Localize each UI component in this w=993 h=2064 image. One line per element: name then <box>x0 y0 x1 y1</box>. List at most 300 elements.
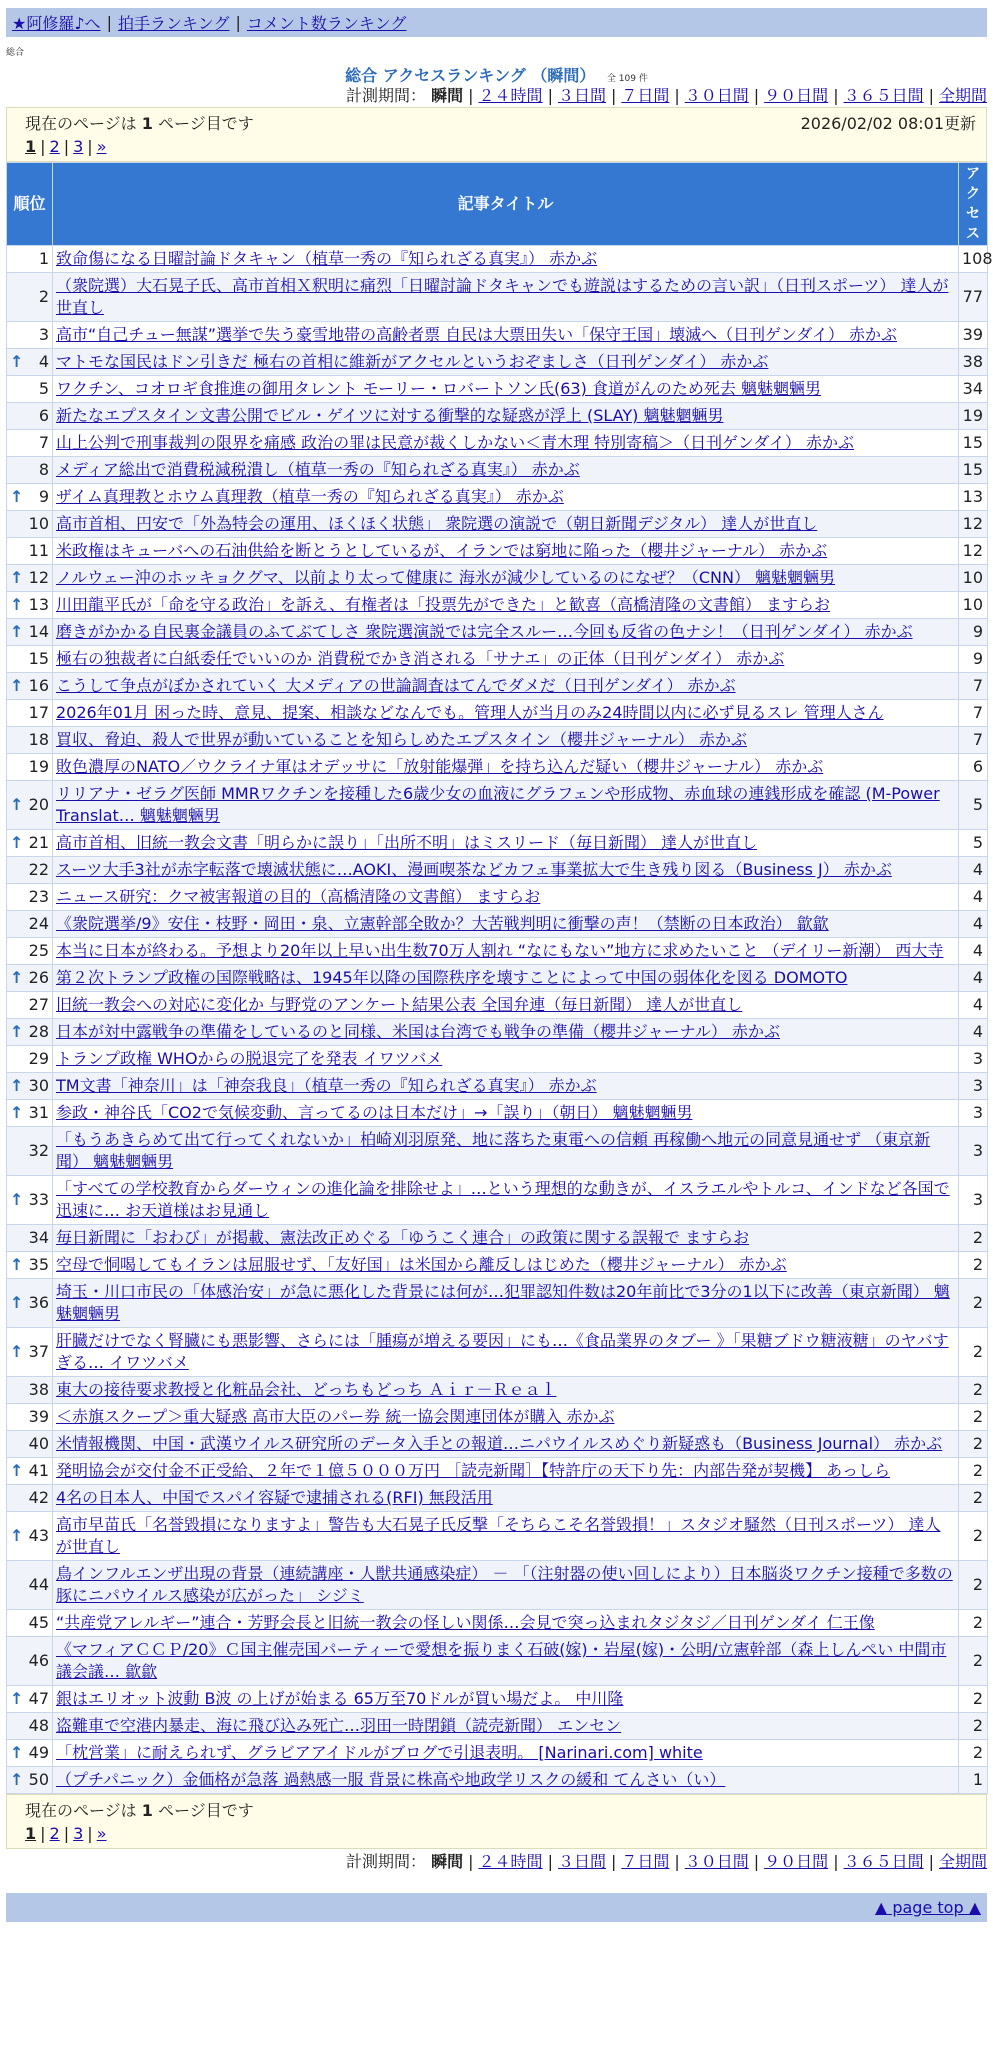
rank-number: 38 <box>28 1380 49 1399</box>
period-separator: | <box>610 86 617 105</box>
rank-number: 3 <box>38 325 49 344</box>
table-row <box>7 1176 988 1225</box>
table-row <box>7 1073 988 1100</box>
rank-number: 16 <box>28 676 49 695</box>
table-row <box>7 1561 988 1610</box>
rank-number: 45 <box>28 1613 49 1632</box>
rank-cell <box>7 727 53 754</box>
article-link[interactable]: 極右の独裁者に白紙委任でいいのか 消費税でかき消される「サナエ」の正体（日刊ゲンダイ） 赤かぶ <box>56 649 785 668</box>
article-link[interactable]: （衆院選）大石晃子氏、高市首相Ｘ釈明に痛烈「日曜討論ドタキャンでも遊説はするための言い訳」（日刊スポーツ） 達人が世直し <box>56 276 949 317</box>
period-link[interactable]: ７日間 <box>621 86 670 105</box>
access-count: 4 <box>959 938 988 965</box>
access-count: 4 <box>959 884 988 911</box>
title-cell <box>53 646 959 673</box>
table-row <box>7 538 988 565</box>
rank-number: 2 <box>38 287 49 306</box>
article-link[interactable]: ＜赤旗スクープ＞重大疑惑 高市大臣のパー券 統一協会関連団体が購入 赤かぶ <box>56 1407 615 1426</box>
access-count: 7 <box>959 727 988 754</box>
title-cell <box>53 938 959 965</box>
article-link[interactable]: スーツ大手3社が赤字転落で壊滅状態に…AOKI、漫画喫茶などカフェ事業拡大で生き残り図る（Business J） 赤かぶ <box>56 860 892 879</box>
up-arrow-icon: ↑ <box>10 595 24 614</box>
period-link[interactable]: ７日間 <box>621 1852 670 1871</box>
period-separator: | <box>753 1852 760 1871</box>
up-arrow-icon: ↑ <box>10 1255 24 1274</box>
rank-cell <box>7 1225 53 1252</box>
article-link[interactable]: 空母で恫喝してもイランは屈服せず、「友好国」は米国から離反しはじめた（櫻井ジャーナル） 赤かぶ <box>56 1255 787 1274</box>
period-selector-top <box>6 85 987 107</box>
period-link[interactable]: ９０日間 <box>764 86 829 105</box>
rank-cell <box>7 992 53 1019</box>
article-link[interactable]: 高市首相、円安で「外為特会の運用、ほくほく状態」 衆院選の演説で（朝日新聞デジタル） 達人が世直し <box>56 514 818 533</box>
table-row <box>7 1431 988 1458</box>
rank-cell <box>7 1637 53 1686</box>
title-cell <box>53 1713 959 1740</box>
article-link[interactable]: 山上公判で刑事裁判の限界を痛感 政治の罪は民意が裁くしかない＜青木理 特別寄稿＞（日刊ゲンダイ） 赤かぶ <box>56 433 854 452</box>
page <box>6 8 993 1922</box>
rank-cell <box>7 484 53 511</box>
rank-number: 9 <box>38 487 49 506</box>
up-arrow-icon: ↑ <box>10 968 24 987</box>
rank-cell <box>7 1713 53 1740</box>
up-arrow-icon: ↑ <box>10 1342 24 1361</box>
access-count: 3 <box>959 1127 988 1176</box>
page-separator: | <box>63 137 70 156</box>
pager-top <box>6 107 987 162</box>
table-row <box>7 727 988 754</box>
rank-number: 12 <box>28 568 49 587</box>
access-count: 4 <box>959 992 988 1019</box>
next-page-link[interactable]: » <box>96 137 107 156</box>
access-count: 15 <box>959 457 988 484</box>
rank-cell <box>7 938 53 965</box>
table-row <box>7 754 988 781</box>
title-cell <box>53 619 959 646</box>
rank-cell <box>7 1740 53 1767</box>
access-count: 10 <box>959 565 988 592</box>
access-count: 3 <box>959 1073 988 1100</box>
rank-number: 43 <box>28 1526 49 1545</box>
rank-number: 19 <box>28 757 49 776</box>
access-count: 34 <box>959 376 988 403</box>
title-cell <box>53 403 959 430</box>
access-count: 2 <box>959 1637 988 1686</box>
table-row <box>7 592 988 619</box>
article-link[interactable]: 埼玉・川口市民の「体感治安」が急に悪化した背景には何が…犯罪認知件数は20年前比で3分の1以下に改善（東京新聞） 魑魅魍魎男 <box>56 1282 950 1323</box>
title-cell <box>53 1176 959 1225</box>
article-link[interactable]: “共産党アレルギー”連合・芳野会長と旧統一教会の怪しい関係…会見で突っ込まれタジタジ／日刊ゲンダイ 仁王像 <box>56 1613 875 1632</box>
title-cell <box>53 246 959 273</box>
rank-number: 8 <box>38 460 49 479</box>
rank-number: 49 <box>28 1743 49 1762</box>
access-count: 108 <box>959 246 988 273</box>
current-page-text: 現在のページは 1 ページ目です <box>25 114 254 133</box>
article-link[interactable]: 毎日新聞に「おわび」が掲載、憲法改正めぐる「ゆうこく連合」の政策に関する誤報で ますらお <box>56 1228 750 1247</box>
article-link[interactable]: 高市“自己チュー無謀”選挙で失う豪雪地帯の高齢者票 自民は大票田失い「保守王国」壊滅へ（日刊ゲンダイ） 赤かぶ <box>56 325 897 344</box>
article-link[interactable]: マトモな国民はドン引きだ 極右の首相に維新がアクセルというおぞましさ（日刊ゲンダイ） 赤かぶ <box>56 352 769 371</box>
rank-number: 36 <box>28 1293 49 1312</box>
article-link[interactable]: 磨きがかかる自民裏金議員のふてぶてしさ 衆院選演説では完全スルー…今回も反省の色ナシ！（日刊ゲンダイ） 赤かぶ <box>56 622 913 641</box>
period-separator: | <box>468 86 474 105</box>
title-cell <box>53 1100 959 1127</box>
access-count: 3 <box>959 1176 988 1225</box>
up-arrow-icon: ↑ <box>10 568 24 587</box>
article-link[interactable]: 第２次トランプ政権の国際戦略は、1945年以降の国際秩序を壊すことによって中国の弱体化を図る DOMOTO <box>56 968 848 987</box>
title-cell <box>53 1252 959 1279</box>
table-row <box>7 965 988 992</box>
comment-ranking-link[interactable]: コメント数ランキング <box>246 14 407 33</box>
article-link[interactable]: 「すべての学校教育からダーウィンの進化論を排除せよ」…という理想的な動きが、イスラエルやトルコ、インドなど各国で迅速に… お天道様はお見通し <box>56 1179 950 1220</box>
access-count: 2 <box>959 1740 988 1767</box>
article-link[interactable]: 「枕営業」に耐えられず、グラビアアイドルがブログで引退表明。 [Narinari.com] white <box>56 1743 703 1762</box>
article-link[interactable]: 肝臓だけでなく腎臓にも悪影響、さらには「腫瘍が増える要因」にも…《食品業界のタブー 》「果糖ブドウ糖液糖」のヤバすぎる… イワツバメ <box>56 1331 949 1372</box>
rank-number: 40 <box>28 1434 49 1453</box>
rank-cell <box>7 430 53 457</box>
access-count: 2 <box>959 1252 988 1279</box>
rank-cell <box>7 1686 53 1713</box>
period-separator: | <box>833 1852 839 1871</box>
up-arrow-icon: ↑ <box>10 487 24 506</box>
table-row <box>7 1485 988 1512</box>
page-link[interactable]: 3 <box>73 1824 84 1843</box>
rank-number: 13 <box>28 595 49 614</box>
up-arrow-icon: ↑ <box>10 1103 24 1122</box>
page-link[interactable]: 3 <box>73 137 84 156</box>
rank-number: 50 <box>28 1770 49 1789</box>
home-link[interactable]: ★阿修羅♪へ <box>12 14 101 33</box>
table-row <box>7 884 988 911</box>
rank-number: 25 <box>28 941 49 960</box>
rank-number: 35 <box>28 1255 49 1274</box>
rank-number: 18 <box>28 730 49 749</box>
title-cell <box>53 1046 959 1073</box>
period-link[interactable]: 全期間 <box>938 86 987 105</box>
article-link[interactable]: 高市首相、旧統一教会文書「明らかに誤り」「出所不明」はミスリード（毎日新聞） 達人が世直し <box>56 833 758 852</box>
table-row <box>7 1713 988 1740</box>
page-link[interactable]: 2 <box>49 1824 60 1843</box>
header-rank: 順位 <box>7 163 53 246</box>
access-count: 2 <box>959 1279 988 1328</box>
article-link[interactable]: 致命傷になる日曜討論ドタキャン（植草一秀の『知られざる真実』） 赤かぶ <box>56 249 598 268</box>
page-current: 1 <box>25 1824 37 1843</box>
title-cell <box>53 1073 959 1100</box>
article-link[interactable]: 銀はエリオット波動 B波 の上げが始まる 65万至70ドルが買い場だよ。 中川隆 <box>56 1689 624 1708</box>
rank-number: 1 <box>38 249 49 268</box>
title-cell <box>53 1686 959 1713</box>
rank-cell <box>7 857 53 884</box>
access-count: 3 <box>959 1046 988 1073</box>
article-link[interactable]: メディア総出で消費税減税潰し（植草一秀の『知られざる真実』） 赤かぶ <box>56 460 580 479</box>
rank-number: 24 <box>28 914 49 933</box>
rank-number: 46 <box>28 1651 49 1670</box>
access-count: 12 <box>959 511 988 538</box>
title-cell <box>53 884 959 911</box>
nav-separator: | <box>106 13 112 32</box>
up-arrow-icon: ↑ <box>10 1293 24 1312</box>
article-link[interactable]: ワクチン、コオロギ食推進の御用タレント モーリー・ロバートソン氏(63) 食道がんのため死去 魑魅魍魎男 <box>56 379 821 398</box>
header-title: 記事タイトル <box>53 163 959 246</box>
page-link[interactable]: 2 <box>49 137 60 156</box>
access-count: 2 <box>959 1610 988 1637</box>
table-row <box>7 1740 988 1767</box>
title-cell <box>53 1561 959 1610</box>
table-row <box>7 1100 988 1127</box>
table-row <box>7 911 988 938</box>
rank-number: 7 <box>38 433 49 452</box>
rank-cell <box>7 1458 53 1485</box>
rank-cell <box>7 1404 53 1431</box>
period-label: 計測期間： <box>346 1852 432 1871</box>
article-link[interactable]: 新たなエプスタイン文書公開でビル・ゲイツに対する衝撃的な疑惑が浮上 (SLAY) 魑魅魍魎男 <box>56 406 724 425</box>
title-cell <box>53 1485 959 1512</box>
period-separator: | <box>928 86 934 105</box>
title-cell <box>53 1377 959 1404</box>
article-link[interactable]: TM文書「神奈川」は「神奈我良」（植草一秀の『知られざる真実』） 赤かぶ <box>56 1076 597 1095</box>
page-top-link[interactable]: ▲ page top ▲ <box>874 1898 981 1917</box>
period-link[interactable]: ３日間 <box>557 86 606 105</box>
table-row <box>7 1046 988 1073</box>
article-link[interactable]: 買収、脅迫、殺人で世界が動いていることを知らしめたエプスタイン（櫻井ジャーナル） 赤かぶ <box>56 730 748 749</box>
article-link[interactable]: 米政権はキューバへの石油供給を断とうとしているが、イランでは窮地に陥った（櫻井ジャーナル） 赤かぶ <box>56 541 828 560</box>
table-row <box>7 322 988 349</box>
access-count: 7 <box>959 673 988 700</box>
article-link[interactable]: 2026年01月 困った時、意見、提案、相談などなんでも。管理人が当月のみ24時間以内に必ず見るスレ 管理人さん <box>56 703 884 722</box>
article-link[interactable]: 米情報機関、中国・武漢ウイルス研究所のデータ入手との報道…ニパウイルスめぐり新疑惑も（Business Journal） 赤かぶ <box>56 1434 943 1453</box>
article-link[interactable]: ノルウェー沖のホッキョクグマ、以前より太って健康に 海氷が減少しているのになぜ？（CNN） 魑魅魍魎男 <box>56 568 836 587</box>
access-count: 13 <box>959 484 988 511</box>
table-row <box>7 403 988 430</box>
article-link[interactable]: 鳥インフルエンザ出現の背景（連続講座・人獣共通感染症） － 「（注射器の使い回しにより）日本脳炎ワクチン接種で多数の豚にニパウイルス感染が広がった」 シジミ <box>56 1564 953 1605</box>
rank-number: 26 <box>28 968 49 987</box>
table-row <box>7 781 988 830</box>
period-link[interactable]: ３０日間 <box>684 1852 749 1871</box>
rank-number: 20 <box>28 795 49 814</box>
article-link[interactable]: 敗色濃厚のNATO／ウクライナ軍はオデッサに「放射能爆弾」を持ち込んだ疑い（櫻井ジャーナル） 赤かぶ <box>56 757 824 776</box>
period-link[interactable]: 全期間 <box>938 1852 987 1871</box>
up-arrow-icon: ↑ <box>10 622 24 641</box>
table-row <box>7 565 988 592</box>
rank-cell <box>7 511 53 538</box>
article-link[interactable]: こうして争点がぼかされていく 大メディアの世論調査はてんでダメだ（日刊ゲンダイ） 赤かぶ <box>56 676 736 695</box>
table-row <box>7 1458 988 1485</box>
rank-cell <box>7 1610 53 1637</box>
access-count: 4 <box>959 965 988 992</box>
up-arrow-icon: ↑ <box>10 833 24 852</box>
next-page-link[interactable]: » <box>96 1824 107 1843</box>
table-row <box>7 619 988 646</box>
access-count: 2 <box>959 1561 988 1610</box>
rank-cell <box>7 1328 53 1377</box>
rank-number: 48 <box>28 1716 49 1735</box>
table-row <box>7 700 988 727</box>
title-cell <box>53 376 959 403</box>
article-link[interactable]: 旧統一教会への対応に変化か 与野党のアンケート結果公表 全国弁連（毎日新聞） 達人が世直し <box>56 995 743 1014</box>
title-cell <box>53 1740 959 1767</box>
rank-cell <box>7 1512 53 1561</box>
period-link[interactable]: ３０日間 <box>684 86 749 105</box>
title-cell <box>53 1328 959 1377</box>
article-link[interactable]: 参政・神谷氏「CO2で気候変動、言ってるのは日本だけ」→「誤り」（朝日） 魑魅魍魎男 <box>56 1103 693 1122</box>
rank-cell <box>7 1127 53 1176</box>
article-link[interactable]: 本当に日本が終わる。予想より20年以上早い出生数70万人割れ “なにもない”地方に求めたいこと （デイリー新潮） 西大寺 <box>56 941 944 960</box>
rank-cell <box>7 911 53 938</box>
category-label: 総合 <box>6 48 25 58</box>
rank-cell <box>7 322 53 349</box>
access-count: 3 <box>959 1100 988 1127</box>
rank-cell <box>7 1431 53 1458</box>
period-separator: | <box>928 1852 934 1871</box>
page-current: 1 <box>25 137 37 156</box>
title-cell <box>53 1637 959 1686</box>
access-count: 1 <box>959 1767 988 1794</box>
article-link[interactable]: （プチパニック）金価格が急落 過熱感一服 背景に株高や地政学リスクの緩和 てんさい（い） <box>56 1770 726 1789</box>
access-count: 6 <box>959 754 988 781</box>
table-row <box>7 938 988 965</box>
access-count: 2 <box>959 1686 988 1713</box>
access-count: 15 <box>959 430 988 457</box>
period-link[interactable]: ３日間 <box>557 1852 606 1871</box>
access-count: 2 <box>959 1328 988 1377</box>
updated-timestamp: 2026/02/02 08:01更新 <box>800 114 976 133</box>
article-link[interactable]: 《マフィアＣＣＰ/20》Ｃ国主催売国パーティーで愛想を振りまく石破(嫁)・岩屋(嫁)・公明/立憲幹部（森上しんぺい 中間市議会議… 歙歙 <box>56 1640 947 1681</box>
up-arrow-icon: ↑ <box>10 1743 24 1762</box>
rank-number: 30 <box>28 1076 49 1095</box>
period-link[interactable]: ９０日間 <box>764 1852 829 1871</box>
period-link[interactable]: ３６５日間 <box>843 86 924 105</box>
title-cell <box>53 700 959 727</box>
rank-cell <box>7 965 53 992</box>
page-separator: | <box>87 137 93 156</box>
period-separator: | <box>610 1852 617 1871</box>
article-link[interactable]: 日本が対中露戦争の準備をしているのと同様、米国は台湾でも戦争の準備（櫻井ジャーナル） 赤かぶ <box>56 1022 780 1041</box>
rank-cell <box>7 273 53 322</box>
article-link[interactable]: 東大の接待要求教授と化粧品会社、どっちもどっち Ａｉｒ－Ｒｅａｌ <box>56 1380 557 1399</box>
access-count: 5 <box>959 781 988 830</box>
rank-cell <box>7 376 53 403</box>
access-count: 2 <box>959 1485 988 1512</box>
up-arrow-icon: ↑ <box>10 1076 24 1095</box>
title-cell <box>53 430 959 457</box>
table-row <box>7 1767 988 1794</box>
title-cell <box>53 727 959 754</box>
period-separator: | <box>674 1852 680 1871</box>
period-separator: | <box>468 1852 474 1871</box>
rank-number: 15 <box>28 649 49 668</box>
page-separator: | <box>40 137 46 156</box>
rank-number: 22 <box>28 860 49 879</box>
article-link[interactable]: 川田龍平氏が「命を守る政治」を訴え、有権者は「投票先ができた」と歓喜（高橋清隆の文書館） ますらお <box>56 595 831 614</box>
article-link[interactable]: 4名の日本人、中国でスパイ容疑で逮捕される(RFI) 無段活用 <box>56 1488 493 1507</box>
rank-cell <box>7 700 53 727</box>
table-row <box>7 1637 988 1686</box>
table-row <box>7 1252 988 1279</box>
up-arrow-icon: ↑ <box>10 1689 24 1708</box>
rank-cell <box>7 1252 53 1279</box>
article-link[interactable]: 発明協会が交付金不正受給、２年で１億５０００万円 ［読売新聞］【特許庁の天下り先：内部告発が契機】 あっしら <box>56 1461 891 1480</box>
period-link[interactable]: ３６５日間 <box>843 1852 924 1871</box>
rank-cell <box>7 1046 53 1073</box>
up-arrow-icon: ↑ <box>10 795 24 814</box>
header-access: アクセス <box>959 163 988 246</box>
title-cell <box>53 484 959 511</box>
rank-number: 17 <box>28 703 49 722</box>
rank-number: 32 <box>28 1141 49 1160</box>
rank-cell <box>7 1377 53 1404</box>
access-count: 2 <box>959 1458 988 1485</box>
bottom-nav <box>6 1893 987 1922</box>
access-count: 38 <box>959 349 988 376</box>
rank-cell <box>7 403 53 430</box>
period-link[interactable]: ２４時間 <box>478 1852 543 1871</box>
rank-cell <box>7 781 53 830</box>
table-row <box>7 484 988 511</box>
rank-number: 23 <box>28 887 49 906</box>
period-separator: | <box>674 86 680 105</box>
rank-number: 37 <box>28 1342 49 1361</box>
article-link[interactable]: 盗難車で空港内暴走、海に飛び込み死亡…羽田一時閉鎖（読売新聞） エンセン <box>56 1716 622 1735</box>
total-count: 全 109 件 <box>606 74 648 84</box>
clap-ranking-link[interactable]: 拍手ランキング <box>117 14 230 33</box>
title-cell <box>53 830 959 857</box>
article-link[interactable]: リリアナ・ゼラグ医師 MMRワクチンを接種した6歳少女の血液にグラフェンや形成物、赤血球の連銭形成を確認 (M-Power Translat… 魑魅魍魎男 <box>56 784 940 825</box>
table-row <box>7 1127 988 1176</box>
rank-number: 27 <box>28 995 49 1014</box>
access-count: 77 <box>959 273 988 322</box>
table-row <box>7 1686 988 1713</box>
access-count: 7 <box>959 700 988 727</box>
nav-separator: | <box>235 13 241 32</box>
rank-cell <box>7 1073 53 1100</box>
rank-cell <box>7 1561 53 1610</box>
article-link[interactable]: トランプ政権 WHOからの脱退完了を発表 イワツバメ <box>56 1049 443 1068</box>
rank-number: 28 <box>28 1022 49 1041</box>
table-row <box>7 992 988 1019</box>
pager-bottom <box>6 1794 987 1849</box>
period-separator: | <box>547 1852 553 1871</box>
rank-number: 10 <box>28 514 49 533</box>
article-link[interactable]: 「もうあきらめて出て行ってくれないか」柏崎刈羽原発、地に落ちた東電への信頼 再稼働へ地元の同意見通せず （東京新聞） 魑魅魍魎男 <box>56 1130 931 1171</box>
page-separator: | <box>87 1824 93 1843</box>
table-row <box>7 349 988 376</box>
title-cell <box>53 1404 959 1431</box>
rank-cell <box>7 754 53 781</box>
rank-cell <box>7 1019 53 1046</box>
table-row <box>7 1019 988 1046</box>
access-count: 5 <box>959 830 988 857</box>
article-link[interactable]: 高市早苗氏「名誉毀損になりますよ」警告も大石晃子氏反撃「そちらこそ名誉毀損！」スタジオ騒然（日刊スポーツ） 達人が世直し <box>56 1515 941 1556</box>
period-link[interactable]: ２４時間 <box>478 86 543 105</box>
access-count: 2 <box>959 1512 988 1561</box>
article-link[interactable]: ニュース研究：クマ被害報道の目的（高橋清隆の文書館） ますらお <box>56 887 541 906</box>
access-count: 9 <box>959 646 988 673</box>
title-cell <box>53 1512 959 1561</box>
page-title <box>6 63 987 83</box>
access-count: 19 <box>959 403 988 430</box>
up-arrow-icon: ↑ <box>10 1526 24 1545</box>
rank-cell <box>7 349 53 376</box>
up-arrow-icon: ↑ <box>10 676 24 695</box>
rank-cell <box>7 565 53 592</box>
rank-number: 44 <box>28 1575 49 1594</box>
article-link[interactable]: ザイム真理教とホウム真理教（植草一秀の『知られざる真実』） 赤かぶ <box>56 487 564 506</box>
article-link[interactable]: 《衆院選挙/9》安住・枝野・岡田・泉、立憲幹部全敗か？大苦戦判明に衝撃の声！（禁断の日本政治） 歙歙 <box>56 914 829 933</box>
rank-cell <box>7 646 53 673</box>
title-cell <box>53 592 959 619</box>
rank-number: 14 <box>28 622 49 641</box>
top-nav <box>6 8 987 37</box>
rank-number: 41 <box>28 1461 49 1480</box>
up-arrow-icon: ↑ <box>10 352 24 371</box>
period-selector-bottom <box>6 1851 987 1873</box>
